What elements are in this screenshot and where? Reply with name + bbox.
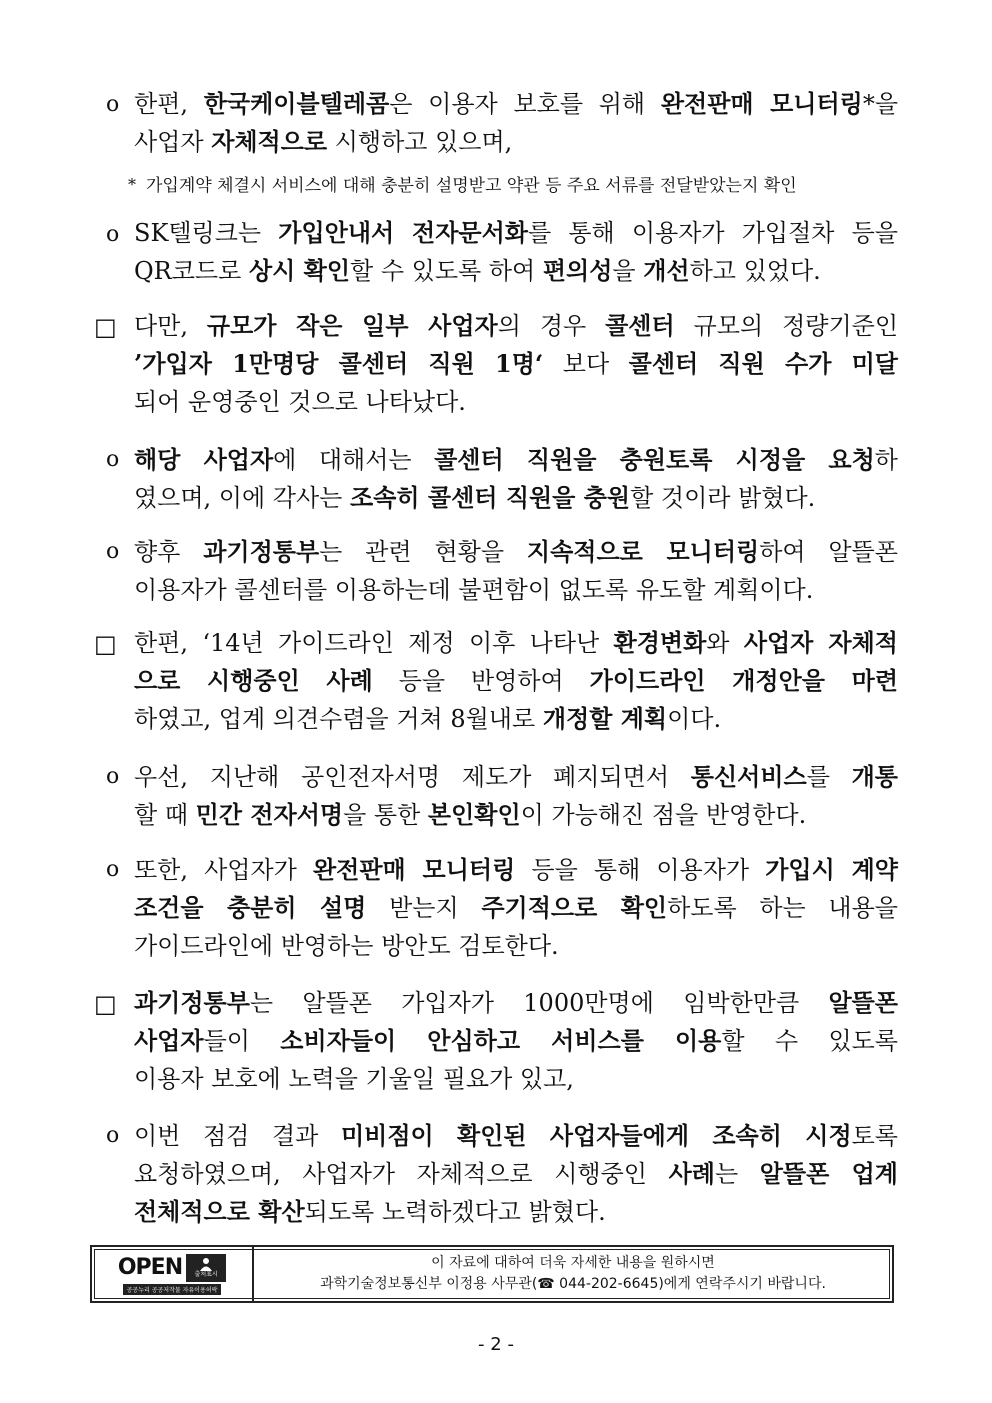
bold-run: 조속히 콜센터 직원을 충원	[350, 483, 631, 512]
paragraph-ministry-stance	[134, 984, 898, 1098]
bullet-circle-4: o	[106, 539, 120, 564]
text-line	[134, 984, 898, 1022]
text-run: 할 수 있도록 하여	[350, 257, 543, 285]
bold-run: 과기정통부	[203, 537, 320, 566]
open-logo-text: OPEN	[117, 1255, 183, 1280]
text-run: 되어 운영중인 것으로 나타났다.	[134, 388, 466, 416]
footnote-text: 가입계약 체결시 서비스에 대해 충분히 설명받고 약관 등 주요 서류를 전달받았는지 확인	[146, 176, 797, 196]
text-run: 이용자가 콜센터를 이용하는데 불편함이 없도록 유도할 계획이다.	[134, 576, 814, 604]
bold-run: 통신서비스	[690, 762, 807, 791]
bullet-square-1: □	[94, 313, 117, 341]
text-line	[134, 1117, 898, 1155]
text-run: 이다.	[667, 705, 722, 733]
attribution-person-icon	[186, 1254, 226, 1282]
bold-run: 알뜰폰 업계	[759, 1159, 898, 1188]
text-run: 는 관련 현황을	[319, 538, 527, 566]
text-line	[134, 700, 898, 738]
text-run: 하여 알뜰폰	[759, 538, 898, 566]
bold-run: 콜센터 직원을 충원토록 시정을 요청	[434, 445, 875, 474]
text-run: 규모의 정량기준인	[674, 312, 899, 340]
text-line	[134, 662, 898, 700]
contact-footer-box	[90, 1245, 894, 1303]
text-run: 하도록 하는 내용을	[667, 894, 898, 922]
text-line	[134, 758, 898, 796]
bullet-square-2: □	[94, 630, 117, 658]
text-run: 였으며, 이에 각사는	[134, 484, 350, 512]
text-run: 한편, ‘14년 가이드라인 제정 이후 나타난	[134, 629, 614, 657]
bold-run: 콜센터 직원 수가 미달	[628, 349, 898, 378]
paragraph-inspection-result	[134, 1117, 898, 1231]
bold-run: 사업자	[134, 1026, 204, 1055]
text-run: 를 통해 이용자가 가입절차 등을	[527, 219, 898, 247]
paragraph-guideline-revision	[134, 624, 898, 738]
text-run: 에 대해서는	[273, 446, 435, 474]
attribution-label: 출처표시	[194, 1271, 218, 1278]
text-run: 가이드라인에 반영하는 방안도 검토한다.	[134, 932, 559, 960]
text-line	[134, 889, 898, 927]
paragraph-cable-telecom	[134, 85, 898, 161]
text-run: 보다	[543, 350, 629, 378]
paragraph-small-operators	[134, 307, 898, 421]
bold-run: ’가입자 1만명당 콜센터 직원 1명‘	[134, 349, 544, 378]
bold-run: 사례	[668, 1159, 715, 1188]
bold-run: 개정할 계획	[542, 704, 668, 733]
text-line	[134, 1155, 898, 1193]
bold-run: 전체적으로 확산	[134, 1197, 305, 1226]
text-run: 이번 점검 결과	[134, 1122, 341, 1150]
contact-line-2: 과학기술정보통신부 이정용 사무관(☎ 044-202-6645)에게 연락주시기 바랍니다.	[320, 1276, 826, 1292]
text-run: 향후	[134, 538, 204, 566]
bold-run: 으로 시행중인 사례	[134, 666, 373, 695]
bold-run: 한국케이블텔레콤	[203, 89, 390, 118]
text-run: 시행하고 있으며,	[327, 128, 513, 156]
open-license-logo	[92, 1247, 254, 1301]
bold-run: 가입시 계약	[765, 855, 898, 884]
page-number: - 2 -	[478, 1334, 514, 1355]
text-run: 들이	[203, 1027, 281, 1055]
text-run: 사업자	[134, 128, 212, 156]
bold-run: 과기정통부	[134, 988, 250, 1017]
bold-run: 완전판매 모니터링	[660, 89, 863, 118]
text-run: *을	[862, 90, 899, 118]
bold-run: 민간 전자서명	[195, 800, 344, 829]
bullet-square-3: □	[94, 990, 117, 1018]
text-run: 는 알뜰폰 가입자가 1000만명에 임박한만큼	[249, 989, 829, 1017]
paragraph-complete-sales	[134, 851, 898, 965]
text-line	[134, 441, 898, 479]
text-line	[134, 796, 898, 834]
bullet-circle-1: o	[106, 92, 120, 117]
text-line	[134, 345, 898, 383]
bullet-circle-7: o	[106, 1123, 120, 1148]
bold-run: 상시 확인	[248, 256, 351, 285]
text-line	[134, 307, 898, 345]
text-run: 우선, 지난해 공인전자서명 제도가 폐지되면서	[134, 763, 691, 791]
paragraph-electronic-signature	[134, 758, 898, 834]
bullet-circle-6: o	[106, 857, 120, 882]
text-run: 되도록 노력하겠다고 밝혔다.	[304, 1198, 606, 1226]
text-line	[134, 1193, 898, 1231]
bold-run: 소비자들이 안심하고 서비스를 이용	[280, 1026, 722, 1055]
paragraph-sk-telink	[134, 214, 898, 290]
text-line	[134, 927, 898, 965]
text-line	[134, 252, 898, 290]
bullet-circle-5: o	[106, 764, 120, 789]
bold-run: 규모가 작은 일부 사업자	[206, 311, 498, 340]
bold-run: 알뜰폰	[828, 988, 898, 1017]
text-line	[134, 85, 898, 123]
text-line	[134, 624, 898, 662]
text-run: 토록	[851, 1122, 898, 1150]
text-line	[134, 214, 898, 252]
bold-run: 해당 사업자	[134, 445, 274, 474]
bold-run: 편의성	[542, 256, 613, 285]
bold-run: 가입안내서 전자문서화	[278, 218, 528, 247]
paragraph-callcenter-request	[134, 441, 898, 517]
text-run: 등을 반영하여	[372, 667, 590, 695]
text-run: 는	[714, 1160, 760, 1188]
text-run: 이용자 보호에 노력을 기울일 필요가 있고,	[134, 1065, 574, 1093]
text-line	[134, 383, 898, 421]
text-run: 와	[706, 629, 744, 657]
text-run: 또한, 사업자가	[134, 856, 313, 884]
contact-info	[254, 1247, 892, 1301]
text-line	[134, 533, 898, 571]
text-run: 한편,	[134, 90, 204, 118]
text-run: 요청하였으며, 사업자가 자체적으로 시행중인	[134, 1160, 669, 1188]
contact-line-1: 이 자료에 대하여 더욱 자세한 내용을 원하시면	[431, 1255, 715, 1271]
text-run: 를	[806, 763, 852, 791]
text-line	[134, 1060, 898, 1098]
text-run: 의 경우	[497, 312, 606, 340]
text-run: SK텔링크는	[134, 219, 279, 247]
text-run: 하였고, 업계 의견수렴을 거쳐 8월내로	[134, 705, 543, 733]
text-line	[134, 1022, 898, 1060]
text-run: 이 가능해진 점을 반영한다.	[520, 801, 807, 829]
bold-run: 자체적으로	[211, 127, 328, 156]
text-run: 을	[612, 257, 644, 285]
text-run: QR코드로	[134, 257, 249, 285]
bold-run: 사업자 자체적	[743, 628, 898, 657]
bold-run: 지속적으로 모니터링	[526, 537, 760, 566]
text-line	[134, 571, 898, 609]
text-run: 할 것이라 밝혔다.	[630, 484, 816, 512]
bullet-circle-3: o	[106, 447, 120, 472]
bold-run: 본인확인	[427, 800, 521, 829]
text-run: 받는지	[366, 894, 482, 922]
bold-run: 미비점이 확인된 사업자들에게 조속히 시정	[340, 1121, 852, 1150]
bullet-circle-2: o	[106, 222, 120, 247]
text-run: 할 수 있도록	[721, 1027, 898, 1055]
footnote-monitoring-definition	[146, 174, 898, 198]
bullet-asterisk-1: *	[128, 175, 136, 194]
kogl-caption: 공공누리 공공저작물 자유이용허락	[123, 1284, 222, 1295]
text-run: 다만,	[134, 312, 207, 340]
bold-run: 개선	[643, 256, 690, 285]
paragraph-future-monitoring	[134, 533, 898, 609]
text-line	[134, 123, 898, 161]
text-run: 을 통한	[343, 801, 428, 829]
bold-run: 환경변화	[613, 628, 707, 657]
text-run: 하고 있었다.	[689, 257, 821, 285]
text-line	[134, 479, 898, 517]
bold-run: 개통	[851, 762, 898, 791]
text-run: 할 때	[134, 801, 196, 829]
text-run: 하	[874, 446, 898, 474]
bold-run: 가이드라인 개정안을 마련	[589, 666, 898, 695]
bold-run: 콜센터	[605, 311, 675, 340]
text-run: 은 이용자 보호를 위해	[389, 90, 661, 118]
bold-run: 완전판매 모니터링	[312, 855, 516, 884]
bold-run: 주기적으로 확인	[481, 893, 668, 922]
text-line	[134, 851, 898, 889]
bold-run: 조건을 충분히 설명	[134, 893, 367, 922]
text-run: 등을 통해 이용자가	[515, 856, 766, 884]
